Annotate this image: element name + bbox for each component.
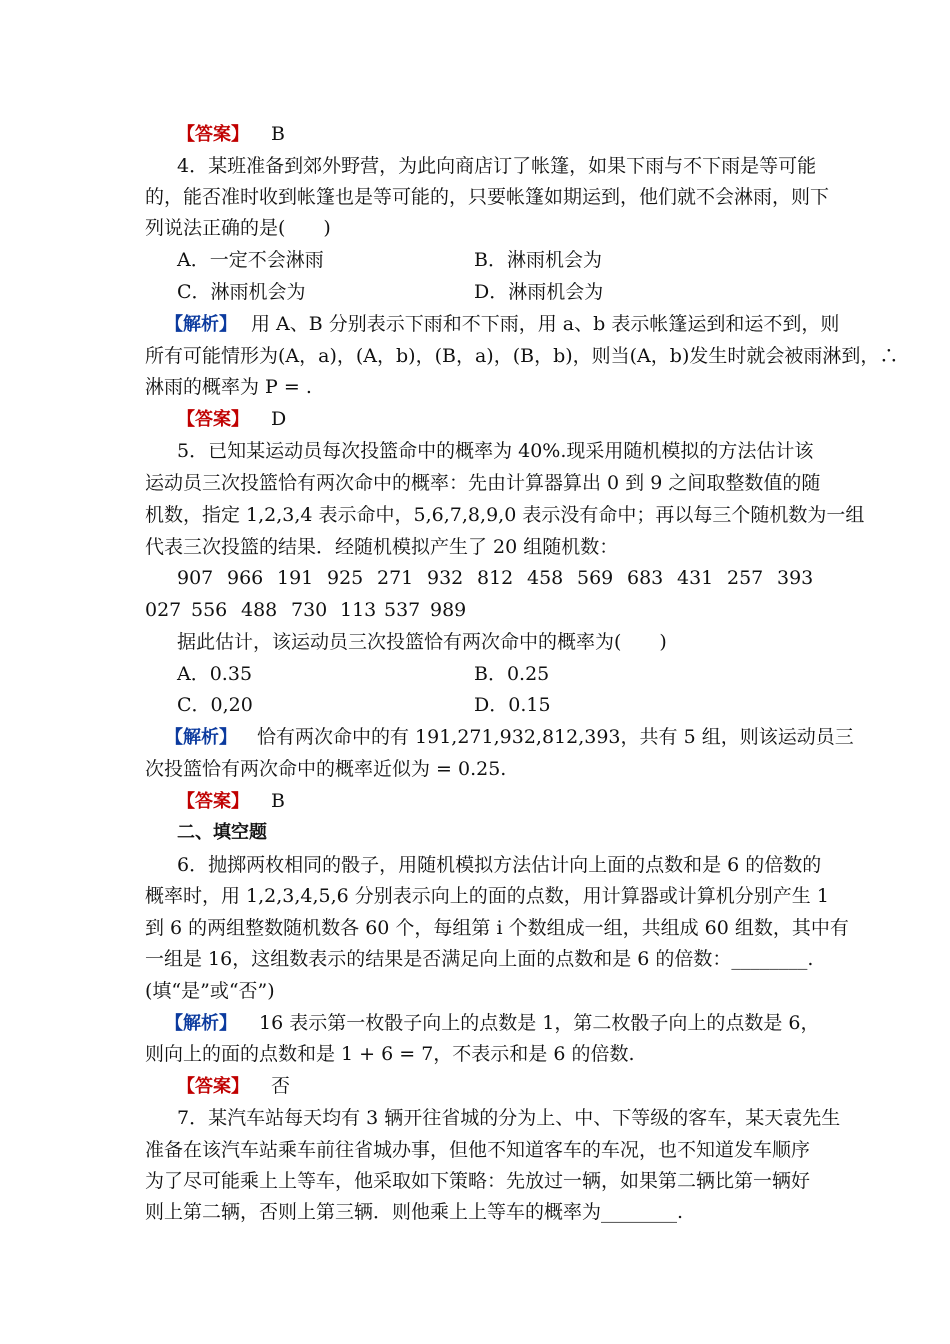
random-number: 966 [227, 567, 264, 589]
random-number: 191 [277, 567, 314, 589]
q5-stem-line: 机数，指定 1,2,3,4 表示命中，5,6,7,8,9,0 表示没有命中；再以每三个随机数为一组 [145, 504, 865, 526]
random-number: 730 [291, 599, 328, 621]
random-number: 989 [430, 599, 467, 621]
q4-stem-line: 的，能否准时收到帐篷也是等可能的，只要帐篷如期运到，他们就不会淋雨，则下 [145, 186, 830, 208]
random-number: 569 [577, 567, 614, 589]
random-number: 932 [427, 567, 464, 589]
q7-stem-line: 7．某汽车站每天均有 3 辆开往省城的分为上、中、下等级的客车，某天袁先生 [177, 1107, 841, 1129]
q4-option-d: D．淋雨机会为 [474, 281, 604, 303]
random-number: 257 [727, 567, 764, 589]
q4-option-b: B．淋雨机会为 [474, 249, 602, 271]
q6-stem-line: (填“是”或“否”) [145, 980, 275, 1002]
q6-stem-line: 6．抛掷两枚相同的骰子，用随机模拟方法估计向上面的点数和是 6 的倍数的 [177, 854, 822, 876]
q5-option-b: B．0.25 [474, 663, 550, 685]
q7-stem-line: 则上第二辆，否则上第三辆．则他乘上上等车的概率为________. [145, 1201, 684, 1223]
random-number: 683 [627, 567, 664, 589]
q5-option-a: A．0.35 [177, 663, 253, 685]
answer-value: 否 [271, 1075, 291, 1097]
q5-option-c: C．0,20 [177, 694, 253, 716]
random-number: 812 [477, 567, 514, 589]
q4-stem-line: 列说法正确的是( ) [145, 217, 331, 239]
q5-question: 据此估计，该运动员三次投篮恰有两次命中的概率为( ) [177, 631, 667, 653]
q3-answer [177, 122, 285, 147]
q4-analysis-line: 所有可能情形为(A，a)，(A，b)，(B，a)，(B，b)，则当(A，b)发生时就会被雨淋到，∴ [145, 345, 899, 367]
random-number: 925 [327, 567, 364, 589]
q4-stem-line: 4．某班准备到郊外野营，为此向商店订了帐篷，如果下雨与不下雨是等可能 [177, 155, 817, 177]
answer-value: D [271, 408, 287, 430]
q4-option-c: C．淋雨机会为 [177, 281, 306, 303]
random-number: 027 [145, 599, 182, 621]
q6-stem-line: 一组是 16，这组数表示的结果是否满足向上面的点数和是 6 的倍数：________. [145, 948, 814, 970]
analysis-tag: 【解析】 [165, 314, 237, 335]
q4-option-a: A．一定不会淋雨 [177, 249, 324, 271]
random-number: 488 [241, 599, 278, 621]
answer-value: B [271, 790, 285, 812]
q5-analysis-line: 【解析】 恰有两次命中的有 191,271,932,812,393，共有 5 组，则该运动员三 [165, 726, 854, 748]
random-number: 393 [777, 567, 814, 589]
q5-analysis-line: 次投篮恰有两次命中的概率近似为 = 0.25. [145, 758, 507, 780]
answer-tag: 【答案】 [177, 791, 249, 812]
q5-answer [177, 789, 285, 814]
q6-answer [177, 1074, 290, 1099]
q7-stem-line: 为了尽可能乘上上等车，他采取如下策略：先放过一辆，如果第二辆比第一辆好 [145, 1170, 811, 1192]
q6-analysis-line: 【解析】 16 表示第一枚骰子向上的点数是 1，第二枚骰子向上的点数是 6， [165, 1012, 820, 1034]
answer-tag: 【答案】 [177, 1076, 249, 1097]
q5-stem-line: 5．已知某运动员每次投篮命中的概率为 40%.现采用随机模拟的方法估计该 [177, 440, 814, 462]
q5-stem-line: 代表三次投篮的结果．经随机模拟产生了 20 组随机数： [145, 536, 619, 558]
q5-option-d: D．0.15 [474, 694, 551, 716]
random-number: 458 [527, 567, 564, 589]
random-number: 556 [191, 599, 228, 621]
analysis-tag: 【解析】 [165, 1013, 237, 1034]
random-number: 431 [677, 567, 714, 589]
random-number: 537 [384, 599, 421, 621]
answer-tag: 【答案】 [177, 409, 249, 430]
analysis-tag: 【解析】 [165, 727, 237, 748]
q7-stem-line: 准备在该汽车站乘车前往省城办事，但他不知道客车的车况，也不知道发车顺序 [145, 1139, 811, 1161]
q4-analysis-line: 【解析】 用 A、B 分别表示下雨和不下雨，用 a、b 表示帐篷运到和运不到，则 [165, 313, 840, 335]
random-number: 113 [340, 599, 377, 621]
q6-analysis-line: 则向上的面的点数和是 1 + 6 = 7，不表示和是 6 的倍数. [145, 1043, 635, 1065]
q5-stem-line: 运动员三次投篮恰有两次命中的概率：先由计算器算出 0 到 9 之间取整数值的随 [145, 472, 821, 494]
q4-answer [177, 407, 286, 432]
random-number: 907 [177, 567, 214, 589]
answer-value: B [271, 123, 285, 145]
q6-stem-line: 到 6 的两组整数随机数各 60 个，每组第 i 个数组成一组，共组成 60 组数，其中有 [145, 917, 849, 939]
section-title: 二、填空题 [177, 822, 267, 843]
answer-tag: 【答案】 [177, 124, 249, 145]
random-number: 271 [377, 567, 414, 589]
q4-analysis-line: 淋雨的概率为 P = . [145, 376, 312, 398]
q6-stem-line: 概率时，用 1,2,3,4,5,6 分别表示向上的面的点数，用计算器或计算机分别产生 1 [145, 885, 829, 907]
